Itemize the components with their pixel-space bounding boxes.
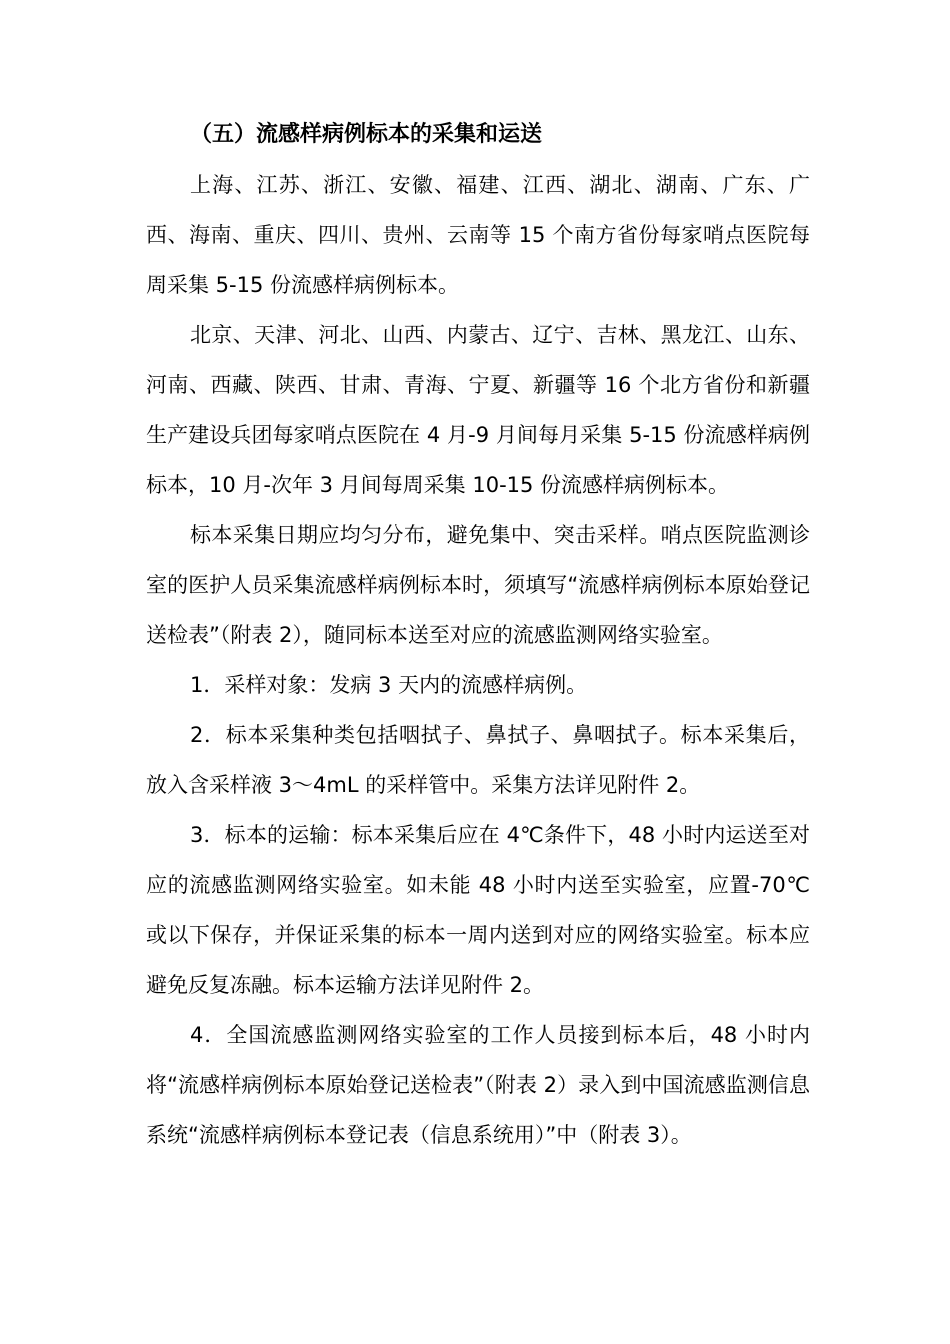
document-content [146,110,810,1160]
paragraph-southern-provinces: 上海、江苏、浙江、安徽、福建、江西、湖北、湖南、广东、广西、海南、重庆、四川、贵州、云南等 15 个南方省份每家哨点医院每周采集 5-15 份流感样病例标本。 [146,173,810,297]
paragraph-item-4-data-entry: 4．全国流感监测网络实验室的工作人员接到标本后，48 小时内将“流感样病例标本原始登记送检表”（附表 2）录入到中国流感监测信息系统“流感样病例标本登记表（信息系统用）”中（附表 3）。 [146,1023,810,1147]
paragraph-item-3-transport: 3．标本的运输：标本采集后应在 4℃条件下，48 小时内运送至对应的流感监测网络实验室。如未能 48 小时内送至实验室，应置-70℃或以下保存，并保证采集的标本一周内送到对应的网络实验室。标本应避免反复冻融。标本运输方法详见附件 2。 [146,823,810,997]
paragraph-item-2-specimen-types: 2．标本采集种类包括咽拭子、鼻拭子、鼻咽拭子。标本采集后，放入含采样液 3～4mL 的采样管中。采集方法详见附件 2。 [146,723,810,797]
paragraph-item-1-sampling-target: 1．采样对象：发病 3 天内的流感样病例。 [190,673,588,697]
paragraph-sampling-distribution: 标本采集日期应均匀分布，避免集中、突击采样。哨点医院监测诊室的医护人员采集流感样病例标本时，须填写“流感样病例标本原始登记送检表”（附表 2），随同标本送至对应的流感监测网络实验室。 [146,523,810,647]
paragraph-northern-provinces: 北京、天津、河北、山西、内蒙古、辽宁、吉林、黑龙江、山东、河南、西藏、陕西、甘肃、青海、宁夏、新疆等 16 个北方省份和新疆生产建设兵团每家哨点医院在 4 月-9 月间每月采集 5-15 份流感样病例标本，10 月-次年 3 月间每周采集 10-15 份流感样病例标本。 [146,323,810,497]
section-heading: （五）流感样病例标本的采集和运送 [190,122,543,147]
